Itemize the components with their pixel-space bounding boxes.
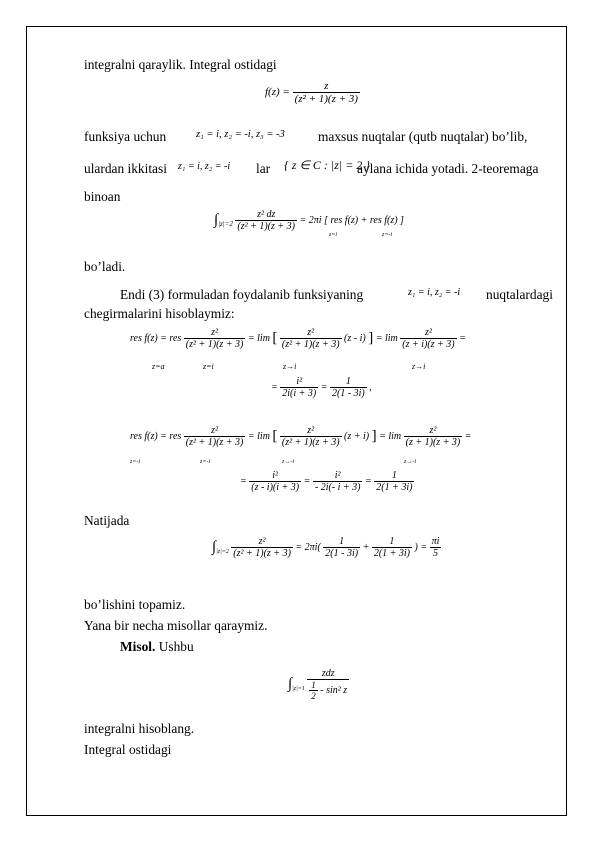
residue-2-lim-2: = lim: [379, 430, 402, 442]
formula-integral-3: $\int_{|z|=1}$ zdz $\frac{1}{2}$ - sin² z: [288, 668, 348, 701]
residue-1-lhs: res f(z) = res: [130, 332, 182, 344]
formula-f-definition: [265, 80, 360, 105]
formula-poles-two: z₁ = i, z₂ = -i: [178, 161, 231, 172]
residue-2-result-denominator: (z - i)(i + 3): [251, 482, 300, 493]
residue-1-lim-2: = lim: [375, 332, 398, 344]
residue-1-final-denominator: (z + i)(z + 3): [402, 339, 455, 350]
residue-2-sub-b: z=-i: [200, 459, 211, 465]
integral-2-frac-1-numerator: 1: [323, 536, 360, 548]
text-line-2a: funksiya uchun: [84, 129, 167, 144]
example-label: Misol.: [120, 639, 156, 654]
integral-1-numerator: z² dz: [235, 209, 297, 221]
example-text: Ushbu: [158, 639, 194, 654]
residue-1-sub-b: z=i: [203, 362, 214, 371]
formula-f-lhs: f(z) =: [265, 86, 290, 99]
text-line-9: bo’lishini topamiz.: [84, 597, 186, 612]
residue-1-result-numerator-2: 1: [330, 376, 367, 388]
formula-poles-all: z₁ = i, z₂ = -i, z₃ = -3: [196, 129, 285, 140]
text-line-11: integralni hisoblang.: [84, 721, 195, 736]
formula-disk: { z ∈ C : |z| = 2 }: [284, 158, 371, 172]
formula-residue-2-result: [240, 470, 414, 493]
integral-2-plus: +: [362, 541, 370, 553]
integral-1-contour: |z|=2: [218, 219, 233, 228]
residue-1-bracket-numerator: z²: [280, 327, 342, 339]
residue-1-bracket-denominator: (z² + 1)(z + 3): [281, 339, 340, 350]
integral-3-contour: |z|=1: [292, 685, 305, 692]
residue-2-sub-a: z=-i: [130, 459, 141, 465]
formula-f-numerator: z: [293, 80, 360, 93]
residue-2-result-denominator-2: - 2i(- i + 3): [314, 482, 361, 493]
residue-1-result-mid: =: [320, 381, 328, 393]
integral-2-frac-1-denominator: 2(1 - 3i): [325, 548, 359, 559]
integral-3-numerator: zdz: [307, 668, 349, 680]
text-line-12: Integral ostidagi: [84, 742, 172, 757]
residue-1-result-numerator: i²: [280, 376, 318, 388]
residue-2-result-numerator-3: 1: [374, 470, 414, 482]
residue-2-result-mid-2: =: [364, 475, 372, 487]
integral-2-result-denominator: 5: [432, 548, 438, 559]
integral-2-frac-2-numerator: 1: [372, 536, 412, 548]
text-line-3c: aylana ichida yotadi. 2-teoremaga: [357, 161, 539, 176]
residue-2-bracket-tail: (z + i): [344, 430, 370, 442]
text-line-3b: lar: [256, 161, 271, 176]
text-line-6b: nuqtalardagi: [486, 287, 553, 302]
residue-1-result-eq: =: [271, 381, 278, 393]
residue-1-sub-a: z=a: [152, 362, 165, 371]
formula-residue-1: res f(z) = res $\frac{\text{z²}}{\text{(z² + 1)(z + 3)}}$ = lim [ $\frac{\text{z²}}{\text{(z² + 1)(z + 3)}}$ (z - i) ] = lim $\frac{\text{z²}}{(z + i)(z + 3)}$ =: [130, 327, 466, 350]
text-line-4: binoan: [84, 189, 121, 204]
residue-2-numerator: z²: [184, 425, 246, 437]
integral-2-frac-2-denominator: 2(1 + 3i): [373, 548, 410, 559]
residue-1-lim-sub: z→i: [283, 362, 297, 371]
residue-2-lim-2-sub: z→-i: [404, 459, 416, 465]
formula-residue-1-result: [271, 376, 372, 399]
integral-2-result-numerator: πi: [431, 536, 440, 547]
formula-poles-two-b: z₁ = i, z₂ = -i: [408, 287, 461, 298]
residue-2-final-numerator: z²: [404, 425, 463, 437]
residue-2-result-eq: =: [240, 475, 247, 487]
residue-1-final-numerator: z²: [400, 327, 456, 339]
text-line-6a: Endi (3) formuladan foydalanib funksiyaning: [120, 287, 364, 302]
residue-2-result-numerator-2: i²: [313, 470, 363, 482]
residue-1-result-denominator-2: 2(1 - 3i): [331, 388, 365, 399]
integral-1-res-sub-2: z=-i: [382, 232, 393, 238]
text-line-5: bo’ladi.: [84, 259, 126, 274]
residue-2-lim: = lim: [247, 430, 270, 442]
integral-2-contour: |z|=2: [216, 548, 229, 555]
formula-integral-1: $\int_{|z|=2}$ $\frac{\text{z² dz}}{\text{(z² + 1)(z + 3)}}$ = 2πi [ res f(z) + res f(z) ]: [214, 209, 404, 232]
residue-2-bracket-numerator: z²: [280, 425, 342, 437]
integral-3-sin-term: - sin² z: [320, 684, 348, 696]
example-line: [120, 638, 194, 656]
residue-2-lim-sub: z→-i: [282, 459, 294, 465]
integral-2-rhs-a: = 2πi(: [295, 541, 321, 553]
residue-1-bracket-tail: (z - i): [344, 332, 366, 344]
integral-1-rhs: = 2πi [ res f(z) + res f(z) ]: [299, 214, 404, 226]
residue-1-lim-2-sub: z→i: [412, 362, 426, 371]
integral-2-rhs-b: ) =: [414, 541, 428, 553]
integral-3-half-numerator: 1: [311, 680, 316, 690]
residue-2-final-denominator: (z + 1)(z + 3): [405, 437, 461, 448]
residue-2-denominator: (z² + 1)(z + 3): [185, 437, 244, 448]
integral-3-half-denominator: 2: [311, 691, 316, 701]
residue-1-numerator: z²: [184, 327, 246, 339]
residue-2-equals: =: [464, 430, 472, 442]
residue-2-result-numerator: i²: [249, 470, 301, 482]
residue-1-equals: =: [459, 332, 466, 344]
residue-2-lhs: res f(z) = res: [130, 430, 182, 442]
residue-1-result-end: ,: [369, 381, 372, 393]
integral-3-denominator: [307, 680, 349, 701]
text-line-2b: maxsus nuqtalar (qutb nuqtalar) bo’lib,: [318, 129, 528, 144]
text-line-7: chegirmalarini hisoblaymiz:: [84, 306, 235, 321]
integral-1-denominator: (z² + 1)(z + 3): [237, 221, 296, 232]
formula-integral-2: $\int_{|z|=2}$ $\frac{\text{z²}}{\text{(z² + 1)(z + 3)}}$ = 2πi( $\frac{1}{2(1 - 3i)}$ + $\frac{1}{2(1 + 3i)}$ ) = $\frac{\pi i}{5}$: [212, 536, 440, 559]
residue-2-bracket-denominator: (z² + 1)(z + 3): [281, 437, 340, 448]
formula-f-denominator: (z² + 1)(z + 3): [294, 93, 358, 105]
integral-2-denominator: (z² + 1)(z + 3): [233, 548, 291, 559]
text-line-10: Yana bir necha misollar qaraymiz.: [84, 618, 268, 633]
residue-1-result-denominator: 2i(i + 3): [282, 388, 317, 399]
residue-1-denominator: (z² + 1)(z + 3): [185, 339, 244, 350]
residue-2-result-mid: =: [303, 475, 311, 487]
text-line-8: Natijada: [84, 513, 130, 528]
integral-1-res-sub-1: z=i: [329, 232, 338, 238]
residue-1-lim: = lim: [247, 332, 270, 344]
residue-2-result-denominator-3: 2(1 + 3i): [376, 482, 413, 493]
text-line-3a: ulardan ikkitasi: [84, 161, 167, 176]
formula-residue-2: res f(z) = res $\frac{\text{z²}}{\text{(z² + 1)(z + 3)}}$ = lim [ $\frac{\text{z²}}{\text{(z² + 1)(z + 3)}}$ (z + i) ] = lim $\frac{\text{z²}}{(z + 1)(z + 3)}$ =: [130, 425, 472, 448]
integral-2-numerator: z²: [231, 536, 293, 548]
text-line-1: integralni qaraylik. Integral ostidagi: [84, 57, 277, 72]
